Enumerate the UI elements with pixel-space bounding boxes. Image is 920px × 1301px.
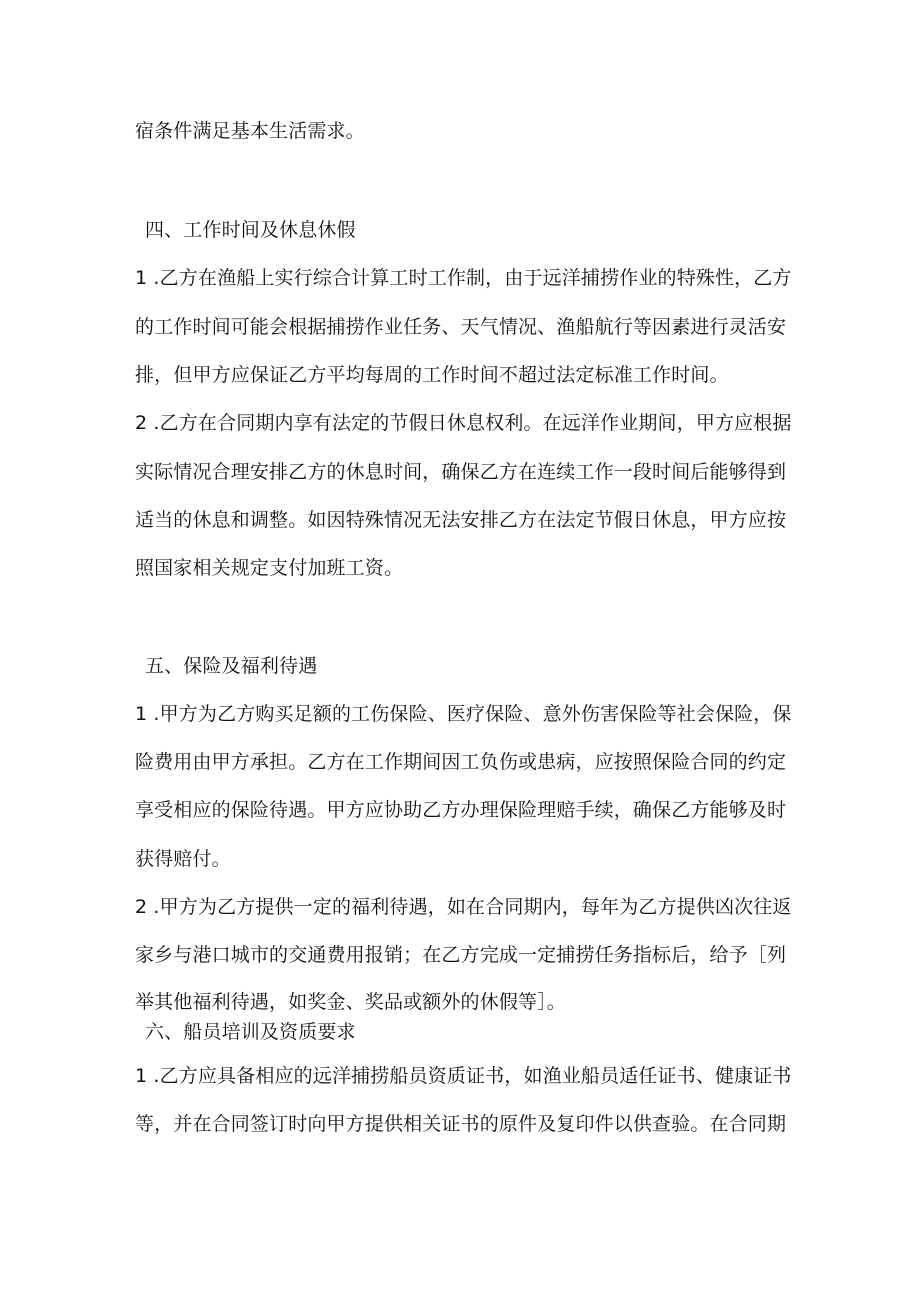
section-heading-5: 五、保险及福利待遇	[145, 655, 318, 677]
section-heading-6: 六、船员培训及资质要求	[145, 1021, 356, 1043]
paragraph-line: 1 .乙方在渔船上实行综合计算工时工作制，由于远洋捕捞作业的特殊性，乙方	[135, 267, 792, 289]
paragraph-line: 实际情况合理安排乙方的休息时间，确保乙方在连续工作一段时间后能够得到	[135, 461, 787, 483]
paragraph-line: 排，但甲方应保证乙方平均每周的工作时间不超过法定标准工作时间。	[135, 364, 729, 386]
paragraph-line: 险费用由甲方承担。乙方在工作期间因工负伤或患病，应按照保险合同的约定	[135, 751, 787, 773]
paragraph-line: 享受相应的保险待遇。甲方应协助乙方办理保险理赔手续，确保乙方能够及时	[135, 799, 787, 821]
paragraph-line: 等，并在合同签订时向甲方提供相关证书的原件及复印件以供查验。在合同期	[135, 1113, 787, 1135]
paragraph-line: 宿条件满足基本生活需求。	[135, 120, 365, 142]
paragraph-line: 获得赔付。	[135, 848, 231, 870]
paragraph-line: 2 .乙方在合同期内享有法定的节假日休息权利。在远洋作业期间，甲方应根据	[135, 412, 792, 434]
paragraph-line: 照国家相关规定支付加班工资。	[135, 557, 404, 579]
paragraph-line: 举其他福利待遇，如奖金、奖品或额外的休假等］。	[135, 991, 566, 1013]
paragraph-line: 的工作时间可能会根据捕捞作业任务、天气情况、渔船航行等因素进行灵活安	[135, 316, 787, 338]
paragraph-line: 适当的休息和调整。如因特殊情况无法安排乙方在法定节假日休息，甲方应按	[135, 509, 787, 531]
paragraph-line: 家乡与港口城市的交通费用报销；在乙方完成一定捕捞任务指标后，给予［列	[135, 944, 787, 966]
paragraph-line: 1 .乙方应具备相应的远洋捕捞船员资质证书，如渔业船员适任证书、健康证书	[135, 1065, 792, 1087]
paragraph-line: 1 .甲方为乙方购买足额的工伤保险、医疗保险、意外伤害保险等社会保险，保	[135, 703, 792, 725]
section-heading-4: 四、工作时间及休息休假	[145, 219, 356, 241]
paragraph-line: 2 .甲方为乙方提供一定的福利待遇，如在合同期内，每年为乙方提供凶次往返	[135, 896, 792, 918]
